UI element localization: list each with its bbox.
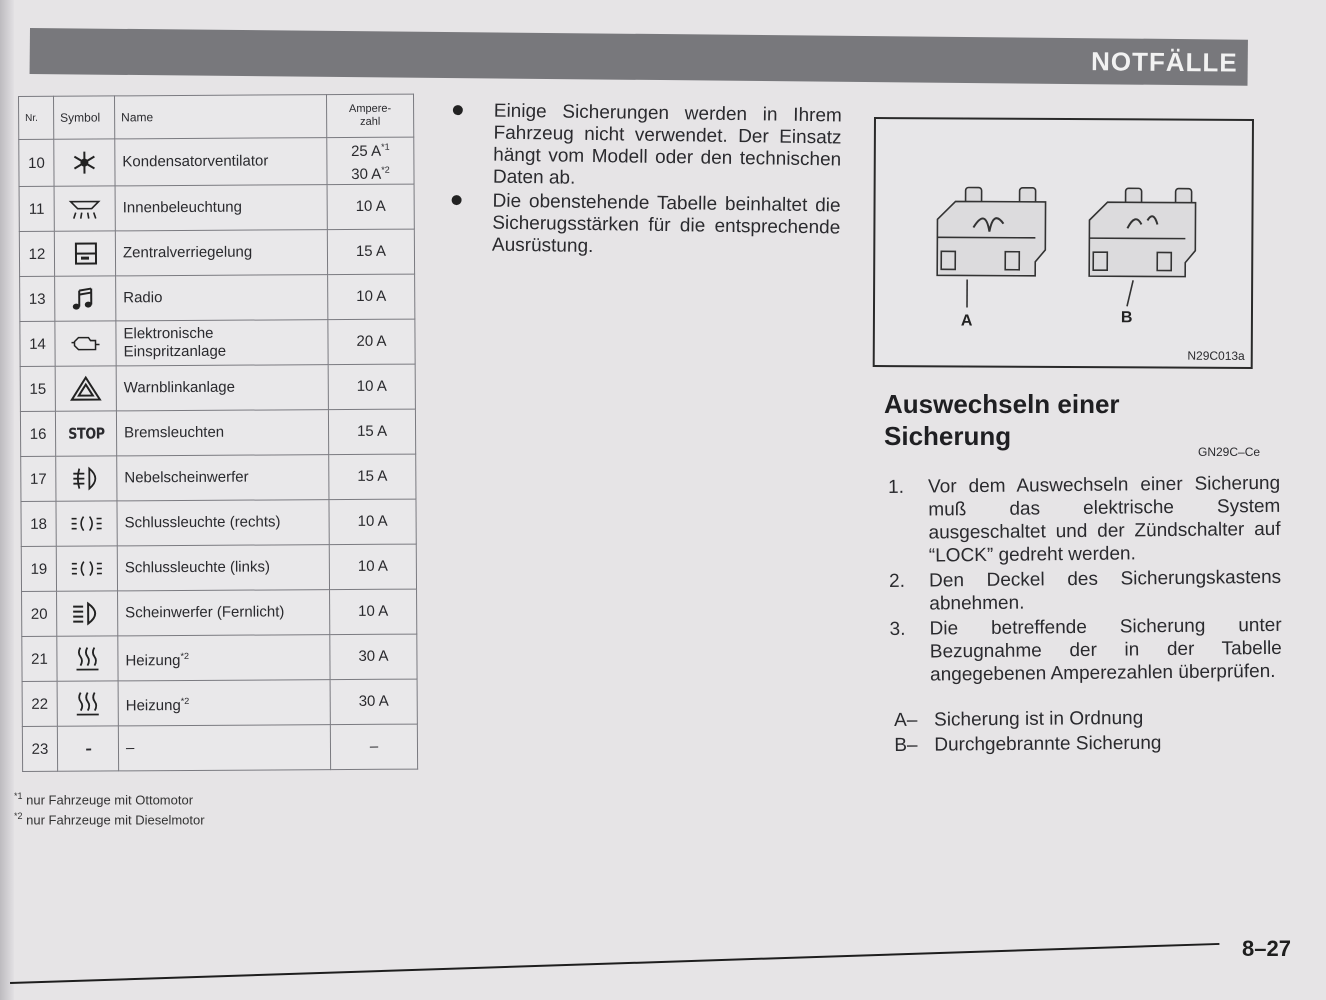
- fuse-row: [21, 544, 416, 591]
- figure-code: N29C013a: [1187, 348, 1245, 363]
- fuse-amperage: 30 A: [330, 634, 417, 680]
- hazard-triangle-icon: [55, 366, 116, 411]
- fuse-table-container: [18, 94, 418, 772]
- fuse-number: 14: [20, 321, 55, 366]
- bullet-dot-icon: [453, 105, 463, 115]
- bottom-rule: [10, 943, 1219, 984]
- fuse-name: Zentralverriegelung: [115, 230, 327, 276]
- fuse-table-body: [19, 137, 418, 771]
- fuse-number: 12: [19, 231, 54, 276]
- fuse-row: [22, 679, 417, 726]
- fuse-row: [21, 454, 416, 501]
- fuse-row: [22, 589, 417, 636]
- section-code: GN29C–Ce: [1198, 445, 1261, 459]
- chapter-title: NOTFÄLLE: [1090, 46, 1238, 78]
- fuse-name: Warnblinkanlage: [116, 365, 328, 411]
- footnote-1: $^{*1}$ nur Fahrzeuge mit Ottomotor: [14, 791, 194, 808]
- fuse-row: [20, 409, 415, 456]
- fuse-number: 19: [21, 546, 56, 591]
- fuse-number: 23: [22, 726, 57, 771]
- fuse-b-label: B: [1120, 309, 1133, 327]
- fuse-number: 17: [21, 456, 56, 501]
- fuse-amperage: 20 A: [328, 319, 415, 365]
- fuse-amperage: 15 A: [328, 409, 415, 455]
- figure-legend: [894, 706, 1162, 758]
- fog-light-icon: [56, 456, 117, 501]
- fuse-amperage: 15 A: [329, 454, 416, 500]
- bullet-item: Einige Sicherungen werden in Ihrem Fahrzeug nicht verwendet. Der Einsatz hängt vom Modell oder den technischen Daten ab.: [449, 100, 842, 193]
- fuse-number: 10: [19, 139, 54, 186]
- fuse-number: 20: [22, 591, 57, 636]
- fuse-name: Schlussleuchte (rechts): [117, 500, 329, 546]
- fuse-amperage: 10 A: [328, 274, 415, 320]
- engine-icon: [55, 321, 116, 366]
- fuse-row: [21, 499, 416, 546]
- fuse-illustration: [873, 117, 1254, 369]
- step-item: 3. Die betreffende Sicherung unter Bezugnahme der in der Tabelle angegebenen Amperezahlen überprüfen.: [889, 614, 1282, 686]
- header-name: Name: [115, 95, 327, 139]
- fuse-amperage: 10 A: [329, 499, 416, 545]
- fuse-number: 21: [22, 636, 57, 681]
- fuse-ok-icon: [937, 187, 1046, 308]
- interior-light-icon: [54, 186, 115, 231]
- tail-light-icon: [56, 501, 117, 546]
- fuse-amperage: 10 A: [327, 184, 414, 230]
- fuse-name: Kondensatorventilator: [115, 138, 327, 186]
- symbol-text: STOP: [55, 411, 116, 456]
- fuse-name: Heizung$^{*2}$: [118, 635, 330, 681]
- header-symbol: Symbol: [54, 96, 115, 139]
- fuse-name: Innenbeleuchtung: [115, 185, 327, 231]
- legend-item-b: B– Durchgebrannte Sicherung: [894, 732, 1162, 756]
- header-amp: Ampere- zahl: [326, 94, 413, 138]
- fuse-name: –: [118, 725, 330, 771]
- seat-heater-icon: [57, 681, 118, 726]
- section-title: Auswechseln einer Sicherung: [884, 389, 1120, 451]
- tail-light-icon: [56, 546, 117, 591]
- fuse-number: 13: [20, 276, 55, 321]
- fuse-number: 15: [20, 366, 55, 411]
- seat-heater-icon: [57, 636, 118, 681]
- page-number: 8–27: [1242, 936, 1291, 961]
- fuse-name: Nebelscheinwerfer: [117, 455, 329, 501]
- fuse-number: 11: [19, 186, 54, 231]
- fuse-row: [20, 364, 415, 411]
- fuse-name: Scheinwerfer (Fernlicht): [118, 590, 330, 636]
- header-nr: Nr.: [19, 96, 54, 139]
- symbol-text: –: [57, 726, 118, 771]
- bullet-dot-icon: [452, 195, 462, 205]
- music-note-icon: [55, 276, 116, 321]
- page-binding-edge: [0, 0, 14, 1000]
- fuse-amperage: 30 A: [330, 679, 417, 725]
- fuse-drawing: [875, 119, 1252, 367]
- chapter-header-bar: [30, 28, 1248, 86]
- fuse-blown-icon: [1089, 188, 1196, 307]
- step-item: 1. Vor dem Auswechseln einer Sicherung muß das elektrische System ausgeschaltet und der Zündschalter auf “LOCK” gedreht werden.: [888, 472, 1281, 567]
- fuse-name: Elektronische Einspritzanlage: [116, 320, 328, 366]
- fuse-row: [20, 274, 415, 321]
- fuse-row: [19, 229, 414, 276]
- footnote-2: $^{*2}$ nur Fahrzeuge mit Dieselmotor: [14, 811, 205, 828]
- fuse-table-header-row: [19, 94, 414, 139]
- bullet-list: [448, 100, 842, 263]
- fuse-number: 22: [22, 681, 57, 726]
- fuse-amperage: 10 A: [329, 544, 416, 590]
- fuse-amperage: 25 $A^{*1}$ 30 $A^{*2}$: [327, 137, 414, 185]
- fuse-name: Schlussleuchte (links): [117, 545, 329, 591]
- door-lock-icon: [54, 231, 115, 276]
- fuse-row: [19, 137, 414, 186]
- step-item: 2. Den Deckel des Sicherungskastens abnehmen.: [888, 566, 1282, 615]
- fuse-name: Bremsleuchten: [116, 410, 328, 456]
- fuse-row: [19, 184, 414, 231]
- fuse-name: Heizung$^{*2}$: [118, 680, 330, 726]
- fuse-number: 18: [21, 501, 56, 546]
- fuse-a-label: A: [960, 312, 973, 330]
- fuse-table: [18, 94, 418, 772]
- high-beam-icon: [57, 591, 118, 636]
- fuse-row: [22, 634, 417, 681]
- fuse-row: [22, 724, 417, 771]
- fuse-name: Radio: [116, 275, 328, 321]
- fuse-row: [20, 319, 415, 366]
- fuse-amperage: 10 A: [328, 364, 415, 410]
- fuse-amperage: –: [330, 724, 417, 770]
- bullet-item: Die obenstehende Tabelle beinhaltet die Sicherugsstärken für die entsprechende Ausrüstung.: [448, 190, 841, 261]
- legend-item-a: A– Sicherung ist in Ordnung: [894, 707, 1144, 731]
- procedure-steps: [884, 472, 1282, 689]
- fuse-number: 16: [20, 411, 55, 456]
- snowflake-icon: [54, 139, 115, 186]
- table-footnotes: [14, 788, 205, 829]
- fuse-amperage: 15 A: [327, 229, 414, 275]
- fuse-amperage: 10 A: [330, 589, 417, 635]
